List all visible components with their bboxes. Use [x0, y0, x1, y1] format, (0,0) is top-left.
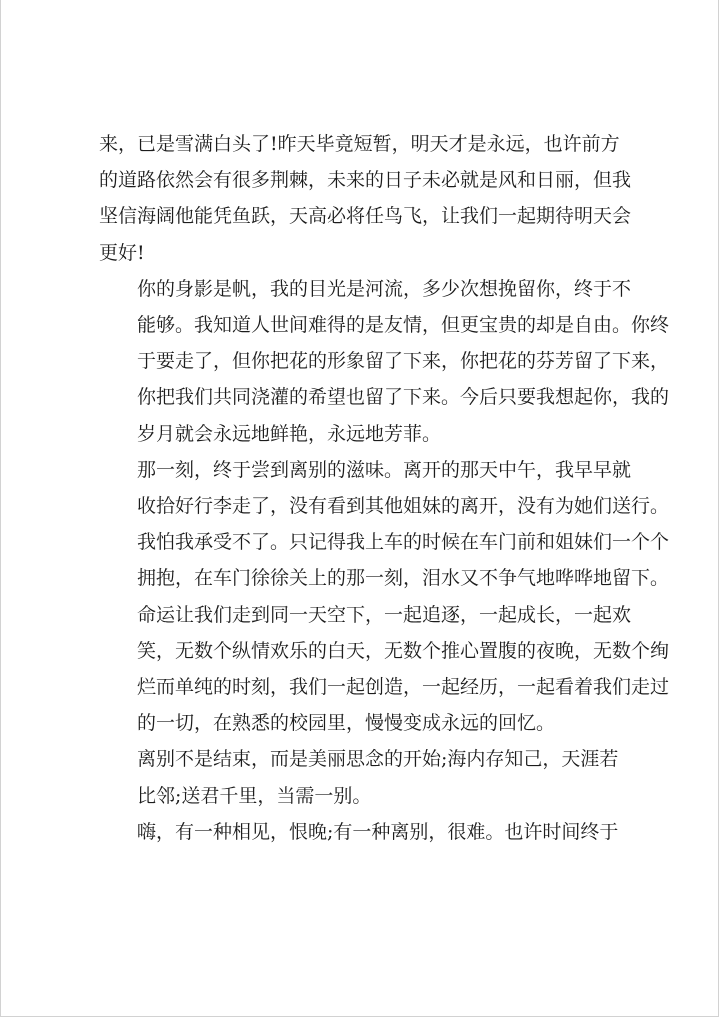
text-line: 拥抱，在车门徐徐关上的那一刻，泪水又不争气地哗哗地留下。 — [137, 567, 670, 590]
paragraph — [99, 271, 670, 452]
text-line: 烂而单纯的时刻，我们一起创造，一起经历，一起看着我们走过 — [137, 676, 670, 699]
text-line: 你的身影是帆，我的目光是河流，多少次想挽留你，终于不 — [137, 277, 632, 300]
text-line: 于要走了，但你把花的形象留了下来，你把花的芬芳留了下来， — [137, 350, 670, 373]
text-line: 更好! — [99, 241, 145, 264]
text-line: 收拾好行李走了，没有看到其他姐妹的离开，没有为她们送行。 — [137, 495, 670, 518]
text-line: 嗨，有一种相见，恨晚;有一种离别，很难。也许时间终于 — [137, 820, 619, 843]
text-line: 能够。我知道人世间难得的是友情，但更宝贵的却是自由。你终 — [137, 314, 670, 337]
text-line: 你把我们共同浇灌的希望也留了下来。今后只要我想起你，我的 — [137, 386, 670, 409]
paragraph — [99, 814, 633, 850]
text-line: 命运让我们走到同一天空下，一起追逐，一起成长，一起欢 — [137, 603, 632, 626]
text-line: 离别不是结束，而是美丽思念的开始;海内存知己，天涯若 — [137, 748, 619, 771]
paragraph — [99, 126, 633, 271]
text-line: 岁月就会永远地鲜艳，永远地芳菲。 — [137, 422, 442, 445]
paragraph — [99, 597, 670, 742]
text-line: 来，已是雪满白头了!昨天毕竟短暂，明天才是永远，也许前方 — [99, 133, 620, 155]
text-line: 我怕我承受不了。只记得我上车的时候在车门前和姐妹们一个个 — [137, 531, 670, 554]
text-line: 坚信海阔他能凭鱼跃，天高必将任鸟飞，让我们一起期待明天会 — [99, 205, 632, 228]
document-body — [99, 126, 670, 850]
text-line: 那一刻，终于尝到离别的滋味。离开的那天中午，我早早就 — [137, 458, 632, 481]
text-line: 笑，无数个纵情欢乐的白天，无数个推心置腹的夜晚，无数个绚 — [137, 639, 670, 662]
text-line: 的一切，在熟悉的校园里，慢慢变成永远的回忆。 — [137, 712, 556, 735]
paragraph — [99, 741, 633, 813]
text-line: 的道路依然会有很多荆棘，未来的日子未必就是风和日丽，但我 — [99, 169, 632, 192]
text-line: 比邻;送君千里，当需一别。 — [137, 784, 372, 807]
paragraph — [99, 452, 670, 597]
